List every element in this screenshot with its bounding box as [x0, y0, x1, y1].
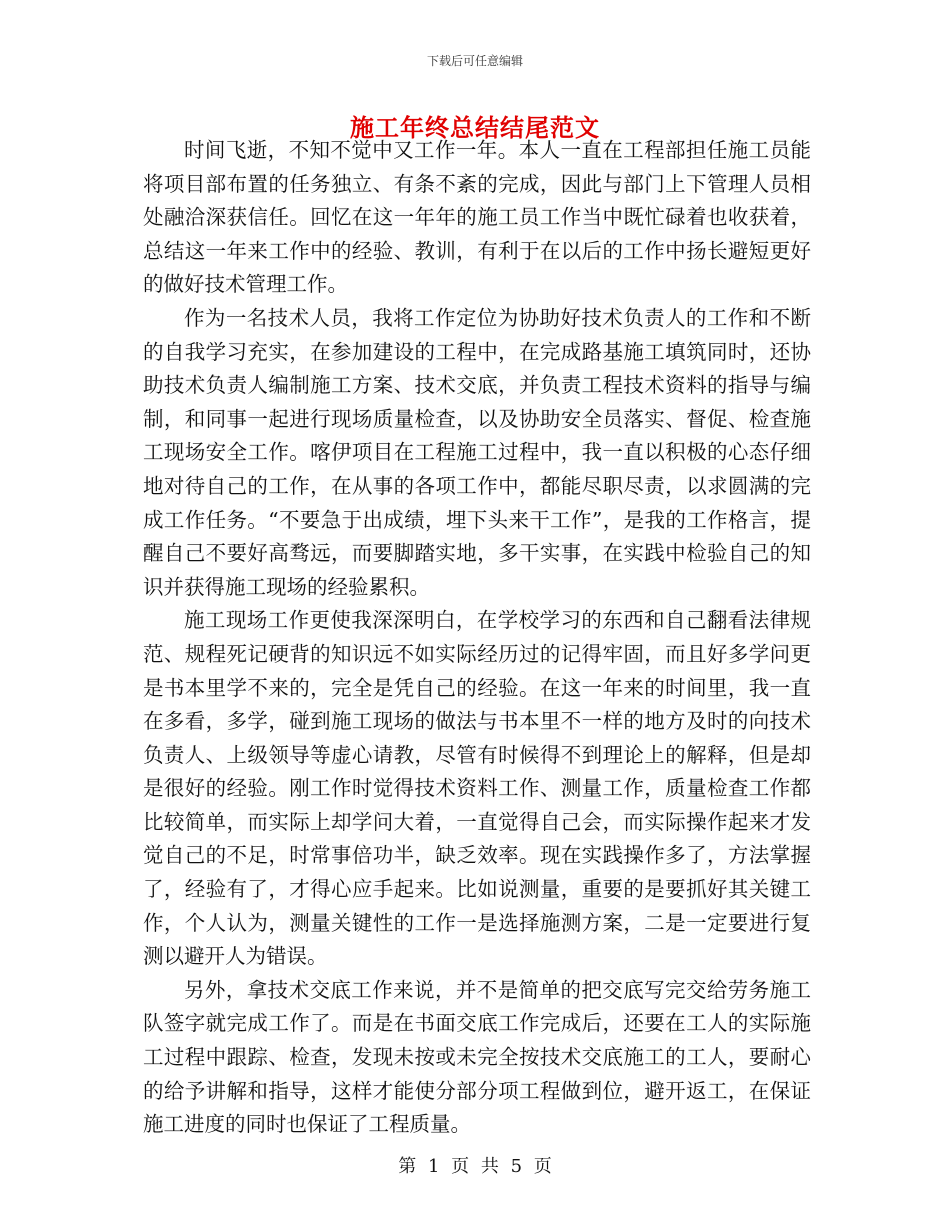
document-body [143, 134, 811, 1142]
paragraph: 时间飞逝，不知不觉中又工作一年。本人一直在工程部担任施工员能将项目部布置的任务独立、有条不紊的完成，因此与部门上下管理人员相处融洽深获信任。回忆在这一年年的施工员工作当中既忙碌着也收获着，总结这一年来工作中的经验、教训，有利于在以后的工作中扬长避短更好的做好技术管理工作。 [143, 138, 811, 297]
paragraph: 另外，拿技术交底工作来说，并不是简单的把交底写完交给劳务施工队签字就完成工作了。而是在书面交底工作完成后，还要在工人的实际施工过程中跟踪、检查，发现未按或未完全按技术交底施工的工人，要耐心的给予讲解和指导，这样才能使分部分项工程做到位，避开返工，在保证施工进度的同时也保证了工程质量。 [143, 977, 811, 1137]
header-note: 下载后可任意编辑 [426, 54, 523, 68]
paragraph: 施工现场工作更使我深深明白，在学校学习的东西和自己翻看法律规范、规程死记硬背的知识远不如实际经历过的记得牢固，而且好多学问更是书本里学不来的，完全是凭自己的经验。在这一年来的时间里，我一直在多看，多学，碰到施工现场的做法与书本里不一样的地方及时的向技术负责人、上级领导等虚心请教，尽管有时候得不到理论上的解释，但是却是很好的经验。刚工作时觉得技术资料工作、测量工作，质量检查工作都比较简单，而实际上却学问大着，一直觉得自己会，而实际操作起来才发觉自己的不足，时常事倍功半，缺乏效率。现在实践操作多了，方法掌握了，经验有了，才得心应手起来。比如说测量，重要的是要抓好其关键工作，个人认为，测量关键性的工作一是选择施测方案，二是一定要进行复测以避开人为错误。 [143, 608, 811, 969]
document-title: 施工年终总结结尾范文 [350, 113, 600, 142]
paragraph: 作为一名技术人员，我将工作定位为协助好技术负责人的工作和不断的自我学习充实，在参加建设的工程中，在完成路基施工填筑同时，还协助技术负责人编制施工方案、技术交底，并负责工程技术资料的指导与编制，和同事一起进行现场质量检查，以及协助安全员落实、督促、检查施工现场安全工作。喀伊项目在工程施工过程中，我一直以积极的心态仔细地对待自己的工作，在从事的各项工作中，都能尽职尽责，以求圆满的完成工作任务。“不要急于出成绩，埋下头来干工作”，是我的工作格言，提醒自己不要好高骛远，而要脚踏实地，多干实事，在实践中检验自己的知识并获得施工现场的经验累积。 [143, 305, 811, 599]
page-footer: 第 1 页 共 5 页 [398, 1156, 552, 1177]
